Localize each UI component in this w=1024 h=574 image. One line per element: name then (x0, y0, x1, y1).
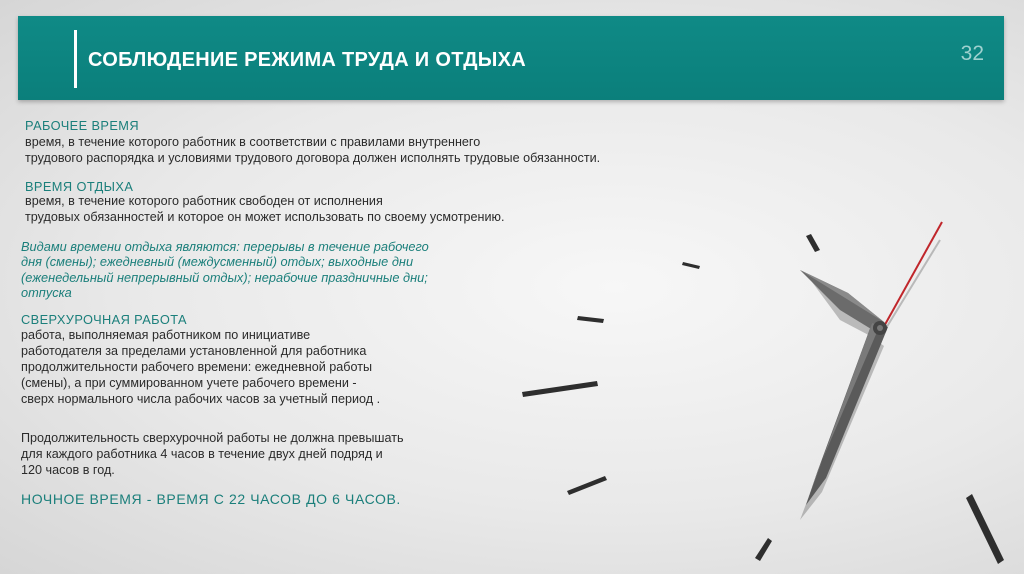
header-accent-bar (74, 30, 77, 88)
overtime-line: продолжительности рабочего времени: ежедневной работы (21, 360, 373, 374)
overtime-line: работодателя за пределами установленной для работника (21, 344, 367, 358)
overtime-limit-line: 120 часов в год. (21, 463, 115, 477)
overtime-limit-line: для каждого работника 4 часов в течение двух дней подряд и (21, 447, 383, 461)
slide-number: 32 (960, 42, 984, 65)
rest-time-line: время, в течение которого работник свободен от исполнения (25, 194, 383, 208)
overtime-line: сверх нормального числа рабочих часов за учетный период . (21, 392, 381, 406)
rest-time-heading: ВРЕМЯ ОТДЫХА (25, 179, 134, 194)
overtime-line: работа, выполняемая работником по инициативе (21, 328, 311, 342)
work-time-heading: РАБОЧЕЕ ВРЕМЯ (25, 118, 140, 133)
work-time-line: трудового распорядка и условиями трудового договора должен исполнять трудовые обязанности. (25, 151, 601, 165)
clock-hour-hand (800, 270, 884, 332)
slide-title: СОБЛЮДЕНИЕ РЕЖИМА ТРУДА И ОТДЫХА (88, 49, 527, 71)
work-time-line: время, в течение которого работник в соответствии с правилами внутреннего (25, 135, 481, 149)
clock-minute-hand (806, 323, 888, 505)
rest-types-line: (еженедельный непрерывный отдых); нерабочие праздничные дни; (21, 270, 428, 285)
rest-types-line: дня (смены); ежедневный (междусменный) отдых; выходные дни (21, 254, 414, 269)
overtime-line: (смены), а при суммированном учете рабочего времени - (21, 376, 357, 390)
overtime-heading: СВЕРХУРОЧНАЯ РАБОТА (21, 312, 187, 327)
clock-tick-marks (522, 234, 1004, 564)
rest-types-line: отпуска (21, 285, 72, 300)
rest-types-line: Видами времени отдыха являются: перерывы в течение рабочего (21, 239, 429, 254)
night-time-statement: НОЧНОЕ ВРЕМЯ - ВРЕМЯ С 22 ЧАСОВ ДО 6 ЧАСОВ. (21, 491, 401, 507)
overtime-limit-line: Продолжительность сверхурочной работы не должна превышать (21, 431, 404, 445)
rest-time-line: трудовых обязанностей и которое он может использовать по своему усмотрению. (25, 210, 505, 224)
clock-second-hand (882, 222, 942, 330)
